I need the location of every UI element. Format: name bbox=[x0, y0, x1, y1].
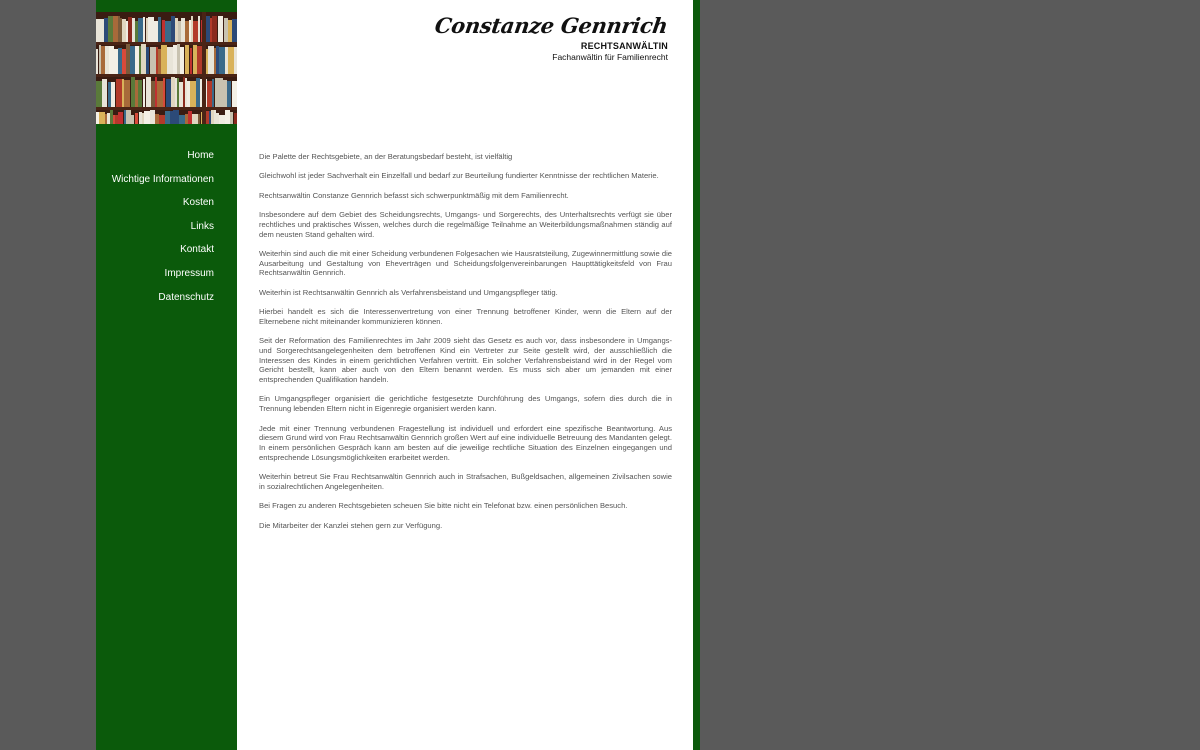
sidebar-top-band bbox=[96, 0, 237, 12]
article-text bbox=[259, 152, 672, 540]
nav-item-kontakt[interactable]: Kontakt bbox=[180, 244, 214, 256]
paragraph: Weiterhin sind auch die mit einer Scheidung verbundenen Folgesachen wie Hausratsteilung, Zugewinnermittlung sowie die Ausarbeitung und Gestaltung von Eheverträgen und Scheidungsfolgenvereinbarungen Haupttätigkeitsfeld von Frau Rechtsanwältin Gennrich. bbox=[259, 248, 672, 278]
bookshelf-image bbox=[96, 12, 237, 124]
main-content bbox=[237, 0, 693, 750]
logo-name: Constanze Gennrich bbox=[433, 13, 670, 38]
page bbox=[96, 0, 700, 750]
nav-item-kosten[interactable]: Kosten bbox=[182, 197, 214, 209]
paragraph: Weiterhin ist Rechtsanwältin Gennrich als Verfahrensbeistand und Umgangspfleger tätig. bbox=[259, 287, 558, 297]
paragraph: Seit der Reformation des Familienrechtes im Jahr 2009 sieht das Gesetz es auch vor, dass insbesondere in Umgangs- und Sorgerechtsangelegenheiten dem betroffenen Kind ein Vertreter zur Seite gestellt wird, der ausschließlich die Interessen des Kindes in einem gerichtlichen Verfahren vertritt. Ein solcher Verfahrensbeistand wird in der Regel vom Gericht bestellt, kann aber auch von den Eltern benannt werden. Es muss sich aber um jemanden mit einer entsprechenden Qualifikation handeln. bbox=[259, 336, 672, 385]
paragraph: Gleichwohl ist jeder Sachverhalt ein Einzelfall und bedarf zur Beurteilung fundierter Kenntnisse der rechtlichen Materie. bbox=[259, 171, 659, 181]
nav-item-datenschutz[interactable]: Datenschutz bbox=[158, 291, 214, 303]
paragraph: Die Palette der Rechtsgebiete, an der Beratungsbedarf besteht, ist vielfältig bbox=[259, 152, 513, 161]
nav-item-links[interactable]: Links bbox=[190, 220, 214, 232]
paragraph: Insbesondere auf dem Gebiet des Scheidungsrechts, Umgangs- und Sorgerechts, des Unterhaltsrechts verfügt sie über rechtliches und praktisches Wissen, welches durch die regelmäßige Teilnahme an Weiterbildungsmaßnahmen ständig auf dem neusten Stand gehalten wird. bbox=[259, 210, 672, 239]
nav-item-impressum[interactable]: Impressum bbox=[164, 267, 214, 279]
paragraph: Hierbei handelt es sich die Interessenvertretung von einer Trennung betroffener Kinder, wenn die Eltern auf der Elternebene nicht miteinander kommunizieren können. bbox=[259, 307, 672, 326]
paragraph: Bei Fragen zu anderen Rechtsgebieten scheuen Sie bitte nicht ein Telefonat bzw. einen persönlichen Besuch. bbox=[259, 501, 628, 511]
right-border-stripe bbox=[693, 0, 700, 750]
paragraph: Ein Umgangspfleger organisiert die gerichtliche festgesetzte Durchführung des Umgangs, sofern dies durch die in Trennung lebenden Eltern nicht in Eigenregie organisiert werden kann. bbox=[259, 394, 672, 414]
paragraph: Jede mit einer Trennung verbundenen Fragestellung ist individuell und erfordert eine spezifische Beantwortung. Aus diesem Grund wird von Frau Rechtsanwältin Gennrich großen Wert auf eine individuelle Betreuung des Mandanten gelegt. In einem persönlichen Gespräch kann am besten auf die jeweilige rechtliche Situation des Einzelnen eingegangen und entsprechende Lösungsmöglichkeiten erarbeitet werden. bbox=[259, 423, 672, 462]
nav-item-home[interactable]: Home bbox=[187, 150, 214, 161]
main-navigation bbox=[96, 144, 214, 309]
sidebar bbox=[96, 0, 237, 750]
logo-subtitle: Fachanwältin für Familienrecht bbox=[552, 52, 668, 62]
paragraph: Weiterhin betreut Sie Frau Rechtsanwältin Gennrich auch in Strafsachen, Bußgeldsachen, allgemeinen Zivilsachen sowie in sozialrechtlichen Angelegenheiten. bbox=[259, 472, 672, 491]
logo-title: RECHTSANWÄLTIN bbox=[580, 41, 668, 51]
nav-item-wichtige-informationen[interactable]: Wichtige Informationen bbox=[111, 173, 214, 185]
paragraph: Rechtsanwältin Constanze Gennrich befasst sich schwerpunktmäßig mit dem Familienrecht. bbox=[259, 190, 569, 200]
paragraph: Die Mitarbeiter der Kanzlei stehen gern zur Verfügung. bbox=[259, 520, 443, 530]
site-logo[interactable] bbox=[435, 12, 668, 62]
